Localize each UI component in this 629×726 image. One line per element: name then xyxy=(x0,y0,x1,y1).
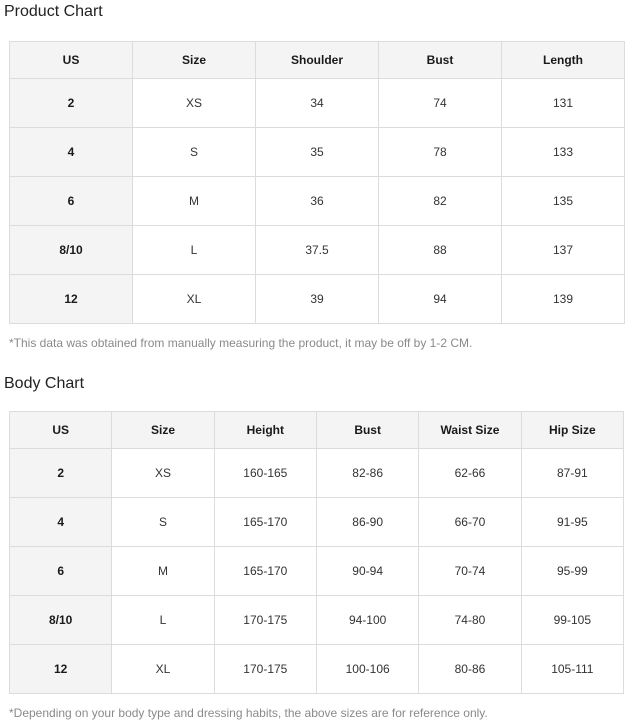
table-cell: 165-170 xyxy=(214,498,316,547)
header-cell: US xyxy=(10,412,112,449)
table-row xyxy=(10,449,624,498)
table-cell: XL xyxy=(133,275,256,324)
table-cell: 66-70 xyxy=(419,498,521,547)
header-cell: Bust xyxy=(379,42,502,79)
table-cell: L xyxy=(133,226,256,275)
header-cell: US xyxy=(10,42,133,79)
body-chart-table xyxy=(9,411,624,694)
table-cell: 137 xyxy=(502,226,625,275)
table-cell: M xyxy=(112,547,214,596)
table-row xyxy=(10,226,625,275)
table-cell: 94-100 xyxy=(316,596,418,645)
table-row xyxy=(10,645,624,694)
table-cell: 133 xyxy=(502,128,625,177)
table-cell: 82 xyxy=(379,177,502,226)
table-cell: 70-74 xyxy=(419,547,521,596)
table-cell: XL xyxy=(112,645,214,694)
header-cell: Size xyxy=(133,42,256,79)
table-cell: 8/10 xyxy=(10,226,133,275)
table-cell: 82-86 xyxy=(316,449,418,498)
table-header-row xyxy=(10,412,624,449)
table-cell: 78 xyxy=(379,128,502,177)
table-cell: 8/10 xyxy=(10,596,112,645)
header-cell: Bust xyxy=(316,412,418,449)
table-row xyxy=(10,275,625,324)
table-cell: 88 xyxy=(379,226,502,275)
table-cell: 80-86 xyxy=(419,645,521,694)
table-row xyxy=(10,177,625,226)
table-cell: 170-175 xyxy=(214,645,316,694)
table-row xyxy=(10,547,624,596)
table-cell: M xyxy=(133,177,256,226)
table-cell: 100-106 xyxy=(316,645,418,694)
table-cell: 2 xyxy=(10,79,133,128)
product-chart-table xyxy=(9,41,625,324)
table-cell: 160-165 xyxy=(214,449,316,498)
header-cell: Height xyxy=(214,412,316,449)
table-row xyxy=(10,498,624,547)
header-cell: Length xyxy=(502,42,625,79)
table-cell: 39 xyxy=(256,275,379,324)
table-cell: 99-105 xyxy=(521,596,623,645)
header-cell: Shoulder xyxy=(256,42,379,79)
table-cell: 4 xyxy=(10,498,112,547)
table-cell: 6 xyxy=(10,177,133,226)
table-cell: 86-90 xyxy=(316,498,418,547)
table-cell: 170-175 xyxy=(214,596,316,645)
table-header-row xyxy=(10,42,625,79)
table-cell: 105-111 xyxy=(521,645,623,694)
table-cell: 4 xyxy=(10,128,133,177)
table-row xyxy=(10,128,625,177)
table-row xyxy=(10,79,625,128)
table-cell: 165-170 xyxy=(214,547,316,596)
table-row xyxy=(10,596,624,645)
table-cell: 12 xyxy=(10,645,112,694)
table-cell: 37.5 xyxy=(256,226,379,275)
table-cell: 87-91 xyxy=(521,449,623,498)
table-cell: XS xyxy=(133,79,256,128)
header-cell: Waist Size xyxy=(419,412,521,449)
table-cell: 2 xyxy=(10,449,112,498)
table-cell: S xyxy=(133,128,256,177)
table-cell: 12 xyxy=(10,275,133,324)
table-cell: 135 xyxy=(502,177,625,226)
table-cell: 95-99 xyxy=(521,547,623,596)
table-cell: S xyxy=(112,498,214,547)
table-cell: 62-66 xyxy=(419,449,521,498)
table-cell: 74-80 xyxy=(419,596,521,645)
table-cell: 34 xyxy=(256,79,379,128)
table-cell: L xyxy=(112,596,214,645)
body-chart-title: Body Chart xyxy=(4,375,85,392)
body-chart-note: *Depending on your body type and dressing habits, the above sizes are for reference only. xyxy=(9,706,488,720)
table-cell: 90-94 xyxy=(316,547,418,596)
table-cell: 74 xyxy=(379,79,502,128)
header-cell: Size xyxy=(112,412,214,449)
table-cell: XS xyxy=(112,449,214,498)
table-cell: 139 xyxy=(502,275,625,324)
table-cell: 91-95 xyxy=(521,498,623,547)
header-cell: Hip Size xyxy=(521,412,623,449)
product-chart-title: Product Chart xyxy=(4,3,103,20)
product-chart-note: *This data was obtained from manually measuring the product, it may be off by 1-2 CM. xyxy=(9,336,473,350)
table-cell: 6 xyxy=(10,547,112,596)
table-cell: 36 xyxy=(256,177,379,226)
table-cell: 131 xyxy=(502,79,625,128)
table-cell: 94 xyxy=(379,275,502,324)
table-cell: 35 xyxy=(256,128,379,177)
